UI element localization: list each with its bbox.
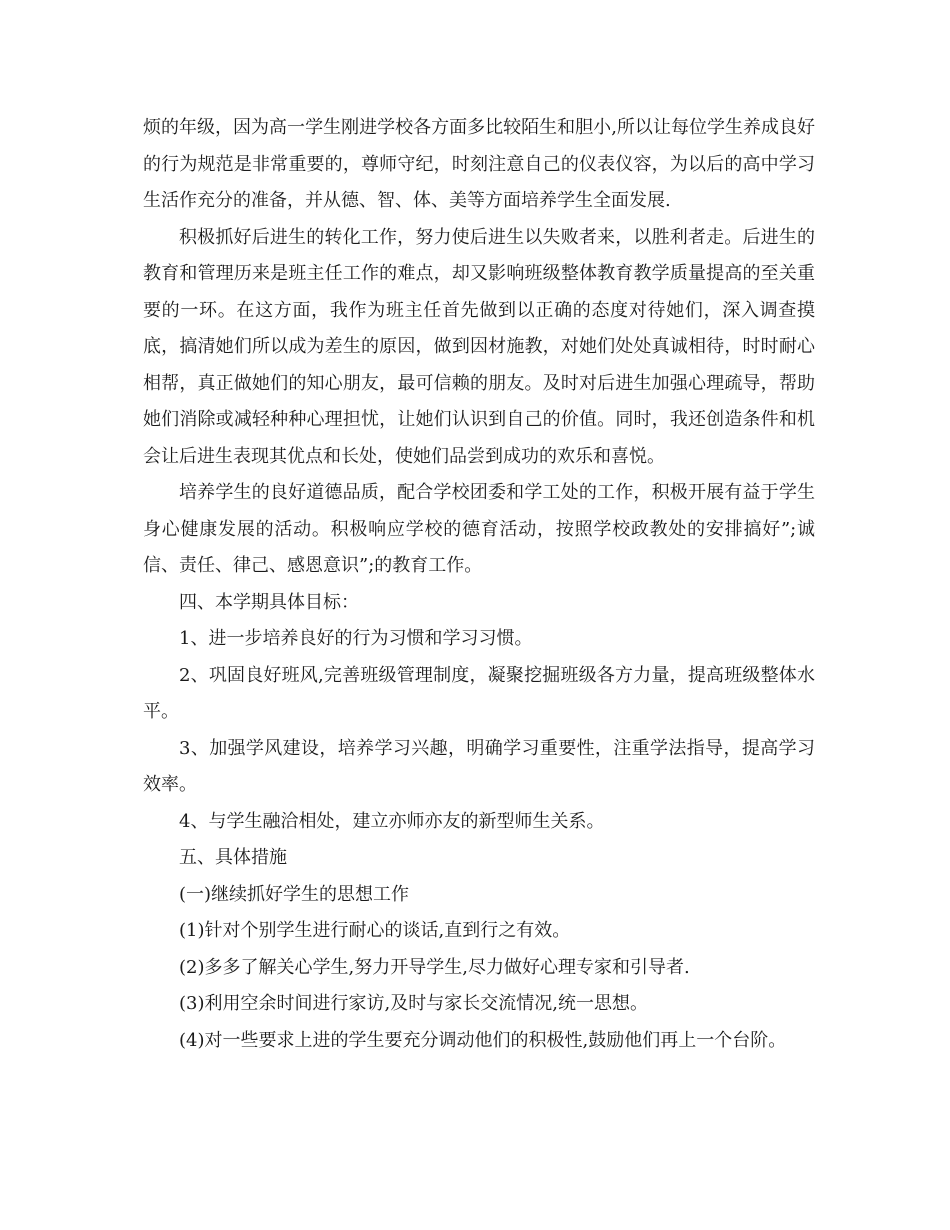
section-heading-goals: 四、本学期具体目标： <box>179 591 359 613</box>
measure-item-3: (3)利用空余时间进行家访,及时与家长交流情况,统一思想。 <box>179 993 648 1014</box>
measure-item-1: (1)针对个别学生进行耐心的谈话,直到行之有效。 <box>179 920 571 941</box>
goal-item-1: 1、进一步培养良好的行为习惯和学习习惯。 <box>179 628 533 649</box>
paragraph-1: 烦的年级，因为高一学生刚进学校各方面多比较陌生和胆小,所以让每位学生养成良好的行为规范是非常重要的，尊师守纪，时刻注意自己的仪表仪容，为以后的高中学习生活作充分的准备，并从德、智、体、美等方面培养学生全面发展. <box>143 117 815 211</box>
paragraph-2: 积极抓好后进生的转化工作，努力使后进生以失败者来，以胜利者走。后进生的教育和管理历来是班主任工作的难点，却又影响班级整体教育教学质量提高的至关重要的一环。在这方面，我作为班主任首先做到以正确的态度对待她们，深入调查摸底，搞清她们所以成为差生的原因，做到因材施教，对她们处处真诚相待，时时耐心相帮，真正做她们的知心朋友，最可信赖的朋友。及时对后进生加强心理疏导，帮助她们消除或减轻种种心理担忧，让她们认识到自己的价值。同时，我还创造条件和机会让后进生表现其优点和长处，使她们品尝到成功的欢乐和喜悦。 <box>143 226 815 467</box>
document-body <box>143 110 815 1059</box>
measure-item-4: (4)对一些要求上进的学生要充分调动他们的积极性,鼓励他们再上一个台阶。 <box>179 1029 787 1051</box>
paragraph-3: 培养学生的良好道德品质，配合学校团委和学工处的工作，积极开展有益于学生身心健康发展的活动。积极响应学校的德育活动，按照学校政教处的安排搞好”;诚信、责任、律己、感恩意识”;的教育工作。 <box>143 482 815 576</box>
goal-item-3: 3、加强学风建设，培养学习兴趣，明确学习重要性，注重学法指导，提高学习效率。 <box>143 737 815 795</box>
goal-item-4: 4、与学生融洽相处，建立亦师亦友的新型师生关系。 <box>179 810 605 832</box>
goal-item-2: 2、巩固良好班风,完善班级管理制度，凝聚挖掘班级各方力量，提高班级整体水平。 <box>143 664 815 722</box>
subsection-heading-thought-work: (一)继续抓好学生的思想工作 <box>179 883 410 905</box>
section-heading-measures: 五、具体措施 <box>179 847 287 868</box>
measure-item-2: (2)多多了解关心学生,努力开导学生,尽力做好心理专家和引导者. <box>179 956 690 978</box>
